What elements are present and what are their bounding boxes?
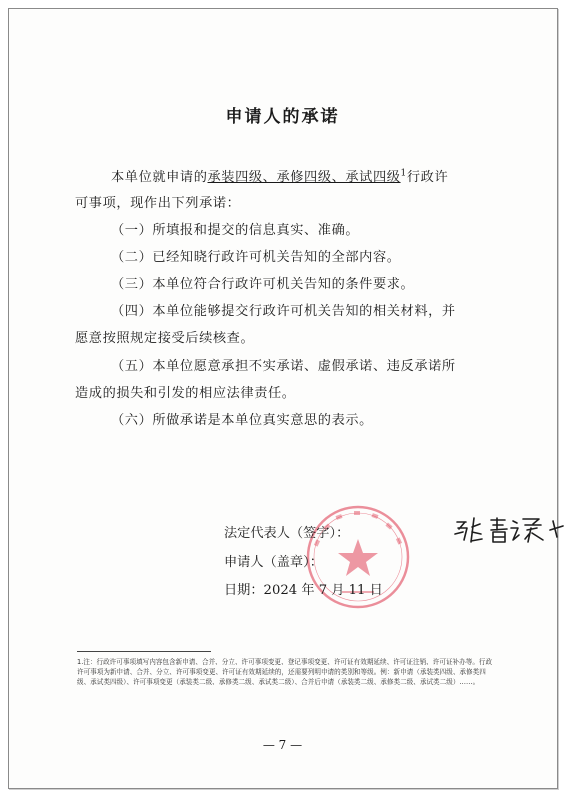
footnote-mark: 1 [400, 168, 407, 179]
commitment-item-5-cont: 造成的损失和引发的相应法律责任。 [75, 386, 296, 401]
intro-qualification: 承装四级、承修四级、承试四级 [207, 170, 401, 185]
commitment-item-5: （五）本单位愿意承担不实承诺、虚假承诺、违反承诺所 [111, 359, 456, 374]
legal-representative-label: 法定代表人（签字）： [224, 526, 350, 541]
commitment-item-2: （二）已经知晓行政许可机关告知的全部内容。 [111, 250, 401, 265]
commitment-item-4-cont: 愿意按照规定接受后续核查。 [75, 331, 255, 346]
intro-suffix: 行政许 [406, 170, 449, 185]
intro-prefix: 本单位就申请的 [111, 170, 208, 185]
applicant-seal-label: 申请人（盖章）： [224, 555, 323, 570]
commitment-item-4: （四）本单位能够提交行政许可机关告知的相关材料，并 [111, 304, 456, 319]
commitment-item-1: （一）所填报和提交的信息真实、准确。 [111, 223, 360, 238]
footnote-divider [77, 651, 211, 652]
commitment-item-3: （三）本单位符合行政许可机关告知的条件要求。 [111, 277, 415, 292]
intro-line-1 [111, 166, 448, 185]
commitment-item-6: （六）所做承诺是本单位真实意思的表示。 [111, 413, 373, 428]
page-title: 申请人的承诺 [225, 107, 340, 127]
intro-line-2: 可事项，现作出下列承诺： [75, 196, 241, 211]
signing-date: 日期：2024 年 7 月 11 日 [224, 583, 383, 598]
footnote-text: 1.注：行政许可事项填写内容包含新申请、合并、分立、许可事项变更、登记事项变更、许可证有效期延续、许可证注销、许可证补办等。行政许可事项为新申请、合并、分立、许可事项变更、许可证有效期延续的，还需要列明申请的类别和等级。例：新申请（承装类四级、承修类四级、承试类四级）、许可事项变更（承装类二级、承修类二级、承试类二级）、合并后申请（承装类二级、承修类二级、承试类二级）……。 [77, 658, 493, 687]
handwritten-signature [453, 515, 565, 545]
page-number: — 7 — [262, 738, 303, 752]
